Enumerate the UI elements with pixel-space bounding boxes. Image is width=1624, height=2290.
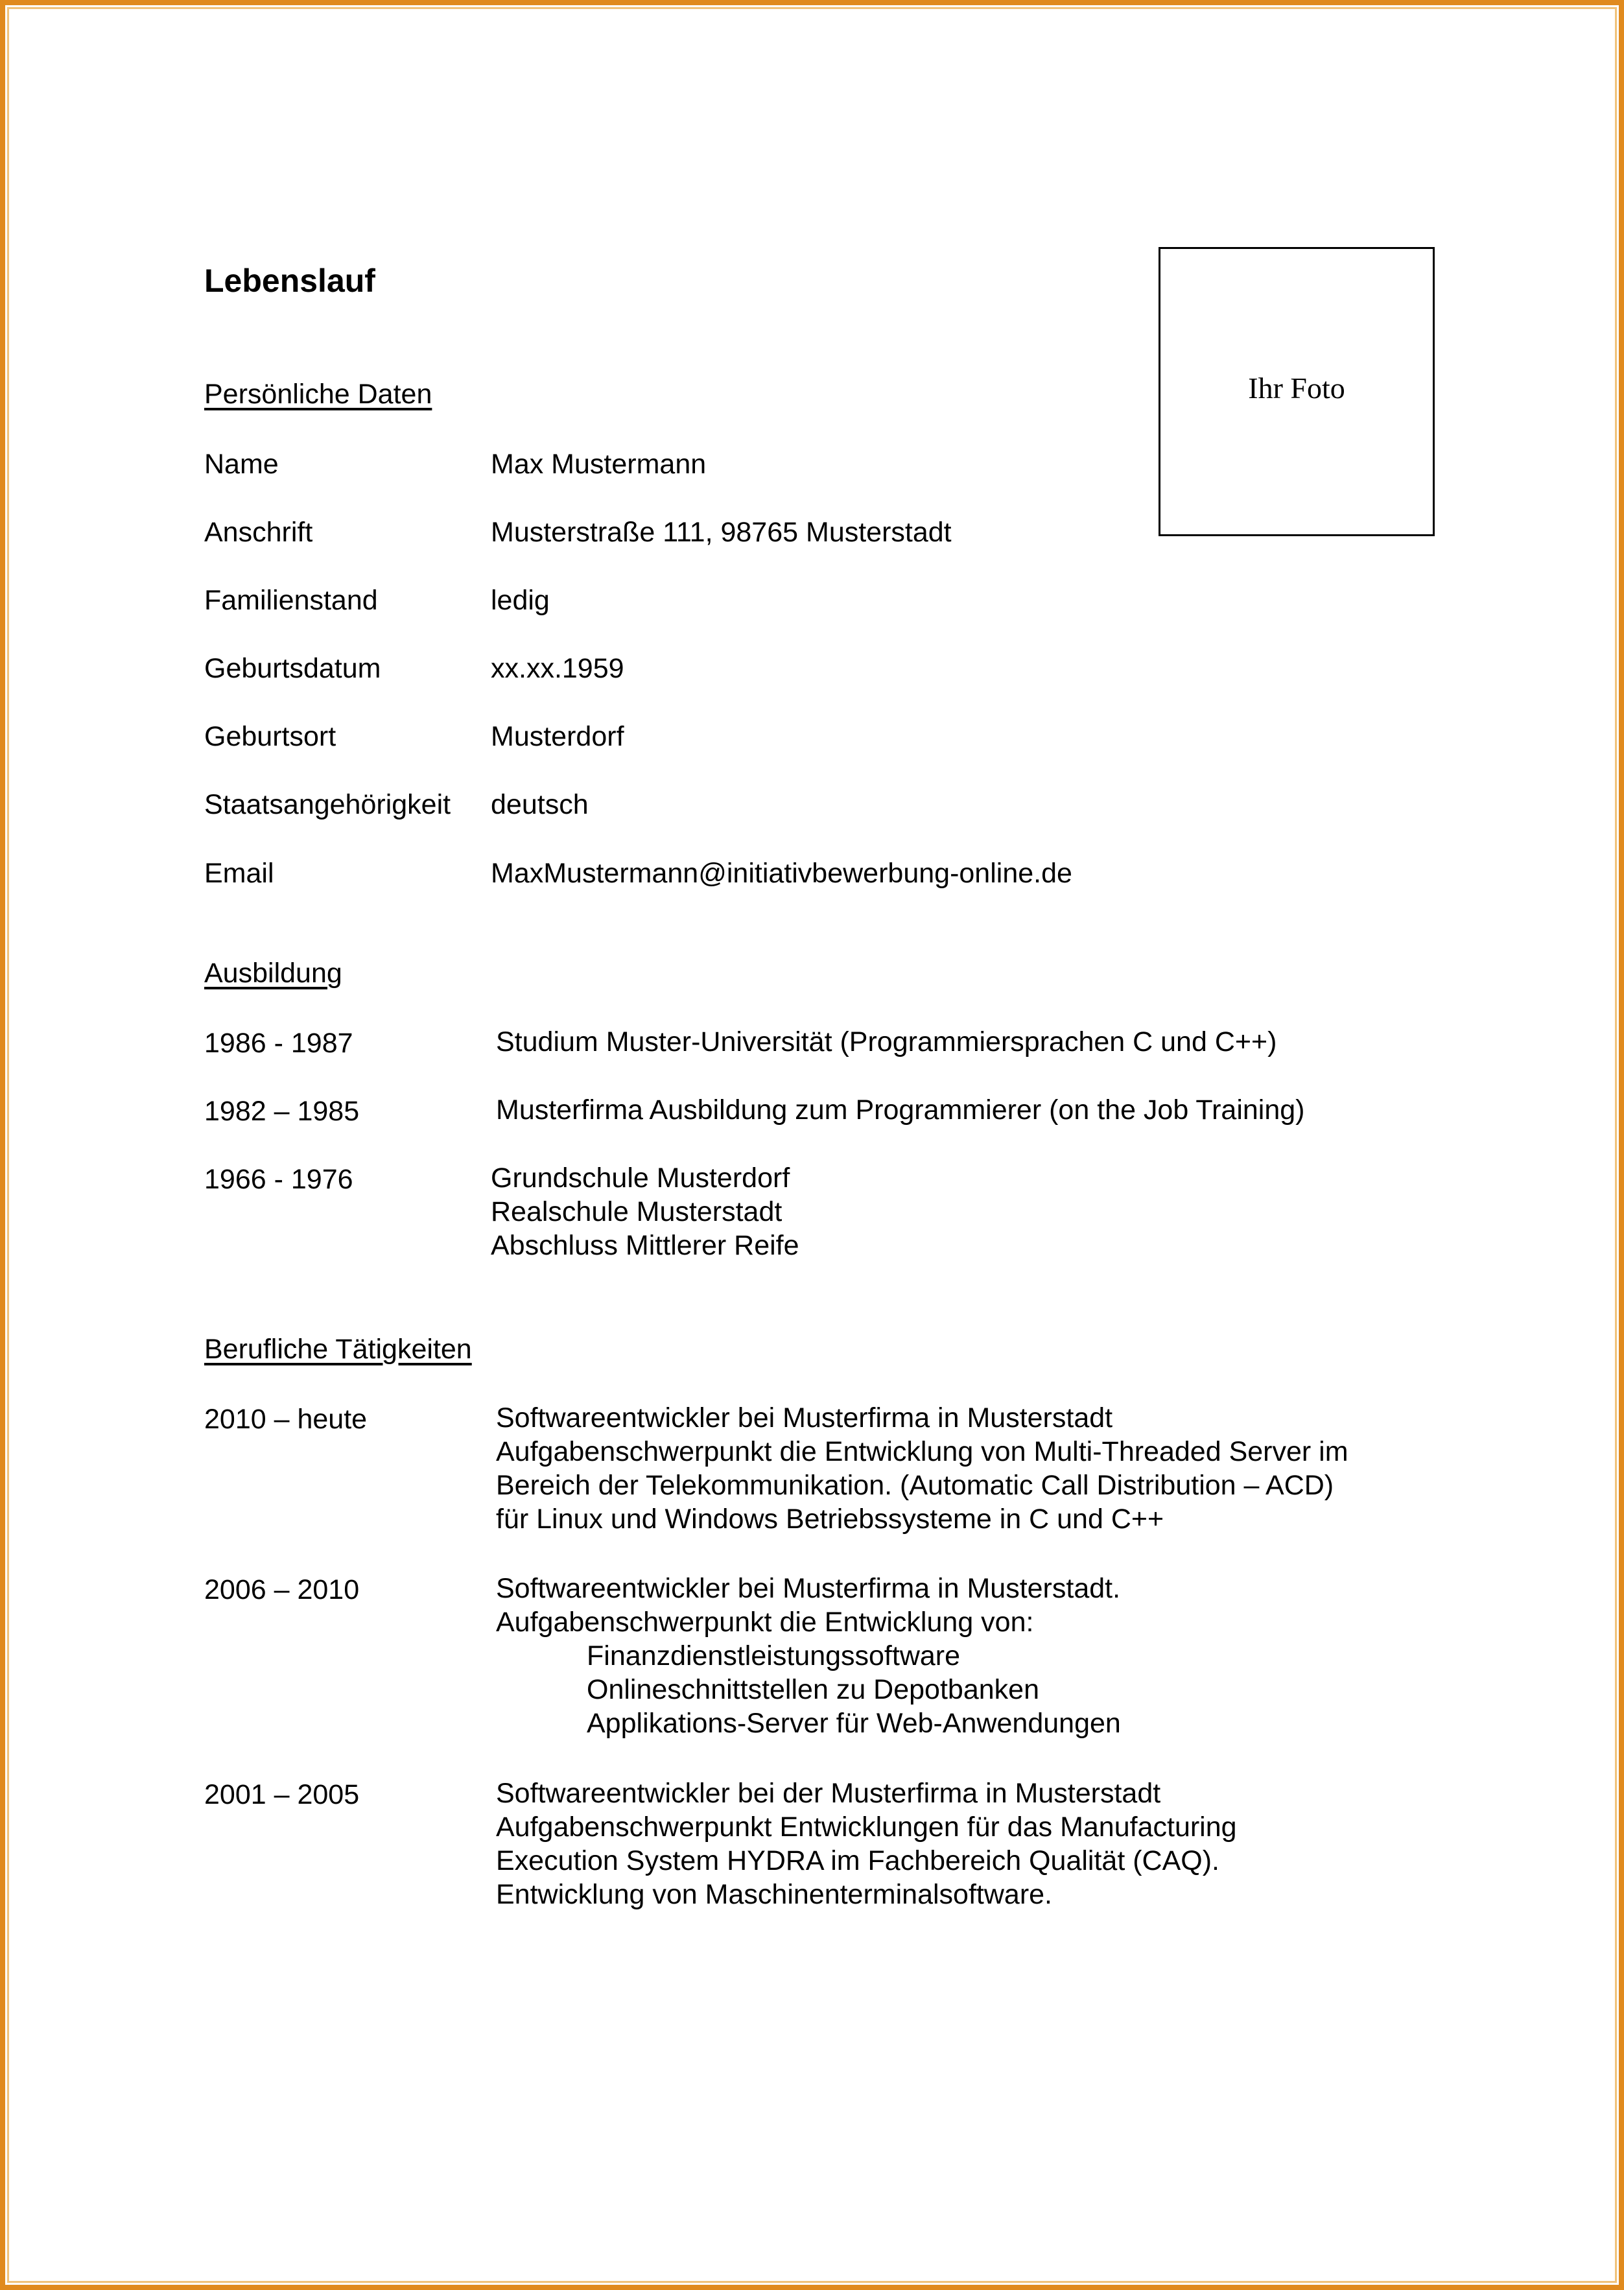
page-title: Lebenslauf — [204, 263, 375, 299]
description-line: Softwareentwickler bei Musterfirma in Musterstadt — [496, 1402, 1113, 1434]
education-description — [496, 1025, 1277, 1059]
label-marital-status: Familienstand — [204, 585, 378, 616]
photo-placeholder-box — [1159, 247, 1435, 536]
education-description — [491, 1161, 799, 1262]
description-line: für Linux und Windows Betriebssysteme in C und C++ — [496, 1504, 1164, 1535]
description-line: Bereich der Telekommunikation. (Automatic Call Distribution – ACD) — [496, 1470, 1334, 1501]
value-marital-status: ledig — [491, 585, 550, 616]
label-address: Anschrift — [204, 517, 313, 548]
label-name: Name — [204, 449, 279, 480]
description-line: Aufgabenschwerpunkt die Entwicklung von Multi-Threaded Server im — [496, 1436, 1348, 1467]
description-line: Realschule Musterstadt — [491, 1196, 783, 1227]
value-address: Musterstraße 111, 98765 Musterstadt — [491, 517, 952, 548]
description-subline: Finanzdienstleistungssoftware — [587, 1640, 961, 1671]
description-subline: Onlineschnittstellen zu Depotbanken — [587, 1674, 1039, 1705]
description-line: Softwareentwickler bei Musterfirma in Musterstadt. — [496, 1573, 1121, 1604]
description-line: Grundschule Musterdorf — [491, 1163, 790, 1194]
description-line: Aufgabenschwerpunkt die Entwicklung von: — [496, 1607, 1034, 1638]
value-birth-date: xx.xx.1959 — [491, 653, 624, 684]
career-description — [496, 1572, 1121, 1740]
section-heading-personal: Persönliche Daten — [204, 379, 432, 410]
description-subline: Applikations-Server für Web-Anwendungen — [587, 1708, 1121, 1739]
description-line: Execution System HYDRA im Fachbereich Qualität (CAQ). — [496, 1845, 1219, 1876]
education-date: 1966 - 1976 — [204, 1164, 353, 1195]
value-nationality: deutsch — [491, 789, 589, 820]
photo-placeholder-label: Ihr Foto — [1248, 371, 1345, 405]
label-birth-date: Geburtsdatum — [204, 653, 381, 684]
description-line: Aufgabenschwerpunkt Entwicklungen für das Manufacturing — [496, 1812, 1237, 1843]
label-nationality: Staatsangehörigkeit — [204, 789, 451, 820]
value-email: MaxMustermann@initiativbewerbung-online.de — [491, 858, 1072, 889]
label-birth-place: Geburtsort — [204, 721, 336, 752]
career-date: 2006 – 2010 — [204, 1574, 360, 1605]
career-description — [496, 1777, 1237, 1911]
section-heading-education: Ausbildung — [204, 958, 342, 989]
education-date: 1986 - 1987 — [204, 1028, 353, 1059]
description-line: Softwareentwickler bei der Musterfirma in Musterstadt — [496, 1778, 1161, 1809]
description-line: Studium Muster-Universität (Programmiersprachen C und C++) — [496, 1026, 1277, 1057]
section-heading-career: Berufliche Tätigkeiten — [204, 1334, 472, 1365]
career-date: 2010 – heute — [204, 1404, 368, 1435]
description-line: Abschluss Mittlerer Reife — [491, 1230, 799, 1261]
label-email: Email — [204, 858, 274, 889]
career-description — [496, 1401, 1348, 1536]
description-line: Musterfirma Ausbildung zum Programmierer (on the Job Training) — [496, 1094, 1305, 1126]
education-description — [496, 1093, 1305, 1127]
career-date: 2001 – 2005 — [204, 1779, 360, 1810]
value-name: Max Mustermann — [491, 449, 707, 480]
description-line: Entwicklung von Maschinenterminalsoftware. — [496, 1879, 1053, 1910]
value-birth-place: Musterdorf — [491, 721, 624, 752]
education-date: 1982 – 1985 — [204, 1096, 360, 1127]
